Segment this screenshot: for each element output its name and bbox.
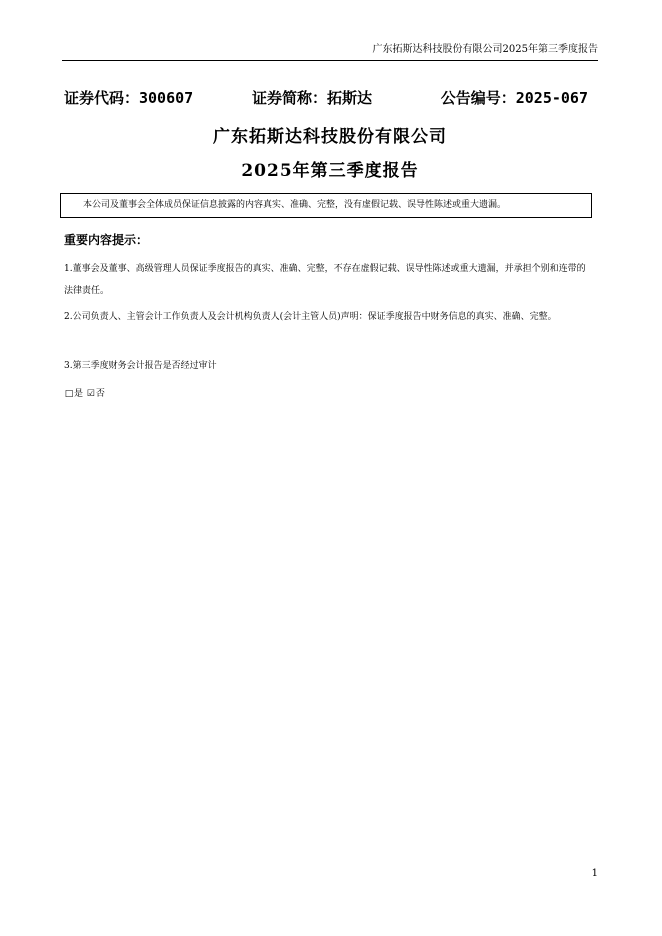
audit-no-label: 否 <box>95 389 105 399</box>
report-title: 2025年第三季度报告 <box>241 161 419 181</box>
audit-yes-checkbox-icon: □ <box>64 389 74 399</box>
announcement-number: 公告编号：2025-067 <box>440 89 588 107</box>
security-abbreviation: 证券简称：拓斯达 <box>252 89 373 107</box>
audit-yes-label: 是 <box>74 389 84 399</box>
security-info-row <box>64 88 588 108</box>
page-number: 1 <box>591 868 598 879</box>
important-notice-heading: 重要内容提示： <box>64 233 149 247</box>
audit-options <box>64 383 105 405</box>
notice-item-3: 3.第三季度财务会计报告是否经过审计 <box>64 361 217 371</box>
audit-no-checkbox-icon: ☑ <box>86 389 95 399</box>
running-header: 广东拓斯达科技股份有限公司2025年第三季度报告 <box>372 44 598 55</box>
header-divider <box>62 60 598 61</box>
security-code: 证券代码：300607 <box>64 89 194 107</box>
notice-item-1: 1.董事会及董事、高级管理人员保证季度报告的真实、准确、完整，不存在虚假记载、误导性陈述或重大遗漏，并承担个别和连带的法律责任。 <box>64 264 586 296</box>
disclosure-statement-box <box>60 193 592 218</box>
company-title: 广东拓斯达科技股份有限公司 <box>213 127 447 147</box>
notice-item-2: 2.公司负责人、主管会计工作负责人及会计机构负责人(会计主管人员)声明：保证季度报告中财务信息的真实、准确、完整。 <box>64 312 557 322</box>
disclosure-statement: 本公司及董事会全体成员保证信息披露的内容真实、准确、完整，没有虚假记载、误导性陈述或重大遗漏。 <box>83 200 507 210</box>
